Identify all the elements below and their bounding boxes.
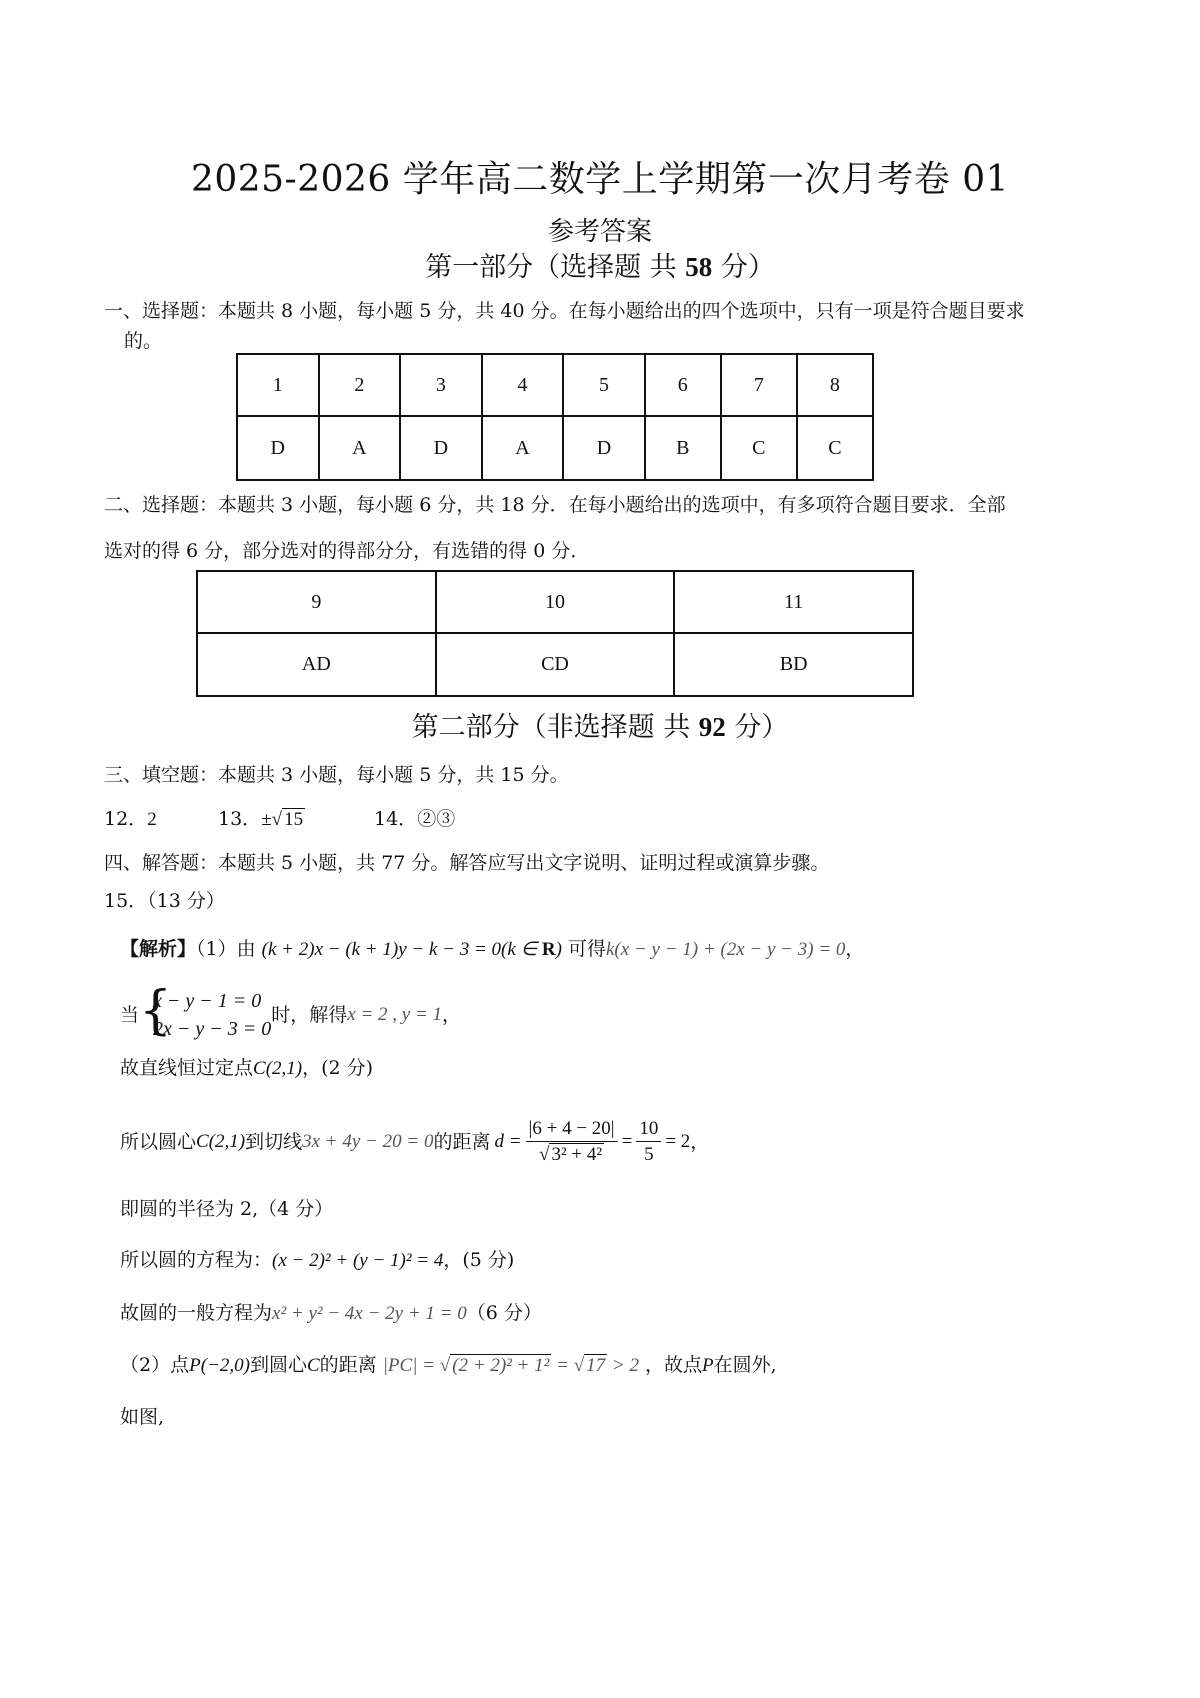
outside-text-2: 在圆外, bbox=[713, 1354, 777, 1376]
solve-text: 时，解得 bbox=[271, 1004, 348, 1026]
solution-line-5: 即圆的半径为 2,（4 分） bbox=[120, 1198, 334, 1220]
q12-value: 2 bbox=[147, 809, 157, 830]
circle-equation: (x − 2)² + (y − 1)² = 4 bbox=[272, 1250, 444, 1271]
distance-text-2: 到切线 bbox=[245, 1131, 303, 1153]
fraction-denominator: 5 bbox=[644, 1143, 654, 1165]
part1-suffix: 分） bbox=[712, 252, 775, 283]
table-cell: A bbox=[319, 416, 401, 480]
solution-values: x = 2 , y = 1 bbox=[347, 1004, 443, 1025]
fraction-numerator: |6 + 4 − 20| bbox=[526, 1117, 618, 1142]
table-cell: C bbox=[797, 416, 873, 480]
solution-line-3 bbox=[120, 1055, 373, 1082]
table-cell: 7 bbox=[721, 354, 797, 416]
real-set-symbol: R bbox=[541, 939, 556, 960]
table-cell: D bbox=[237, 416, 319, 480]
part1-label: （1）由 bbox=[196, 938, 256, 960]
circle-equation-text: 所以圆的方程为： bbox=[120, 1249, 273, 1271]
fraction-numerator: 10 bbox=[636, 1117, 661, 1142]
section4-intro: 四、解答题：本题共 5 小题，共 77 分。解答应写出文字说明、证明过程或演算步骤。 bbox=[104, 852, 830, 874]
solution-line-1 bbox=[120, 936, 864, 963]
table-cell: 10 bbox=[436, 571, 675, 633]
fixed-point-score: ，(2 分) bbox=[302, 1057, 374, 1079]
section1-answer-row bbox=[237, 416, 873, 480]
table-cell: BD bbox=[674, 633, 913, 696]
center-c: C bbox=[306, 1355, 320, 1376]
circle-center: C(2,1) bbox=[196, 1131, 246, 1152]
comma: ， bbox=[442, 1004, 462, 1026]
pc-text-2: 的距离 bbox=[319, 1354, 377, 1376]
section2-answer-table bbox=[196, 570, 914, 697]
table-cell: A bbox=[482, 416, 564, 480]
solution-line-9: 如图, bbox=[120, 1406, 165, 1428]
table-cell: 11 bbox=[674, 571, 913, 633]
system-equation-1: x − y − 1 = 0 bbox=[153, 990, 262, 1012]
pc-text: 到圆心 bbox=[249, 1354, 307, 1376]
table-cell: D bbox=[400, 416, 482, 480]
section3-intro: 三、填空题：本题共 3 小题，每小题 5 分，共 15 分。 bbox=[104, 764, 569, 786]
part2-prefix: 第二部分（非选择题 共 bbox=[411, 712, 699, 743]
part2-score: 92 bbox=[698, 712, 726, 742]
q14-label: 14． bbox=[374, 808, 418, 830]
fraction-denominator: √ 3² + 4² bbox=[539, 1143, 603, 1165]
comma: ， bbox=[690, 1131, 710, 1153]
equation-system bbox=[139, 981, 272, 1043]
distance-result: = 2 bbox=[665, 1131, 691, 1152]
q13-pm: ± bbox=[261, 809, 272, 830]
table-cell: 5 bbox=[563, 354, 645, 416]
fixed-point-text: 故直线恒过定点 bbox=[120, 1057, 254, 1079]
pc-distance-expression: |PC| = √ (2 + 2)² + 1² = √ 17 > 2 bbox=[382, 1355, 639, 1376]
q14-value: ②③ bbox=[417, 808, 456, 830]
table-cell: 4 bbox=[482, 354, 564, 416]
solution-line-8 bbox=[120, 1352, 777, 1379]
table-cell: 6 bbox=[645, 354, 721, 416]
simplified-fraction bbox=[636, 1117, 661, 1168]
table-cell: CD bbox=[436, 633, 675, 696]
table-cell: B bbox=[645, 416, 721, 480]
when-text: 当 bbox=[120, 1004, 140, 1026]
section2-intro-line2: 选对的得 6 分，部分选对的得部分分，有选错的得 0 分． bbox=[104, 540, 590, 562]
table-cell: C bbox=[721, 416, 797, 480]
table-cell: D bbox=[563, 416, 645, 480]
decomposed-equation: k(x − y − 1) + (2x − y − 3) = 0 bbox=[606, 939, 846, 960]
system-equation-2: 2x − y − 3 = 0 bbox=[153, 1018, 272, 1040]
table-cell: 2 bbox=[319, 354, 401, 416]
distance-text-1: 所以圆心 bbox=[120, 1131, 197, 1153]
outside-text: ，故点 bbox=[645, 1354, 703, 1376]
fixed-point: C(2,1) bbox=[253, 1058, 303, 1079]
q13-label: 13． bbox=[218, 808, 262, 830]
distance-text-3: 的距离 bbox=[433, 1131, 491, 1153]
solution-line-2 bbox=[120, 981, 462, 1046]
left-brace: { bbox=[139, 981, 173, 1041]
q13-answer bbox=[218, 806, 305, 833]
can-get-text: 可得 bbox=[567, 938, 606, 960]
circle-equation-score: ，(5 分) bbox=[443, 1249, 515, 1271]
table-cell: 1 bbox=[237, 354, 319, 416]
general-form-score: （6 分） bbox=[466, 1302, 542, 1324]
exam-subtitle: 参考答案 bbox=[547, 217, 652, 247]
table-cell: 9 bbox=[197, 571, 436, 633]
section1-intro: 一、选择题：本题共 8 小题，每小题 5 分，共 40 分。在每小题给出的四个选项中，只有一项是符合题目要求的。 bbox=[104, 300, 1025, 352]
comma: ， bbox=[845, 938, 865, 960]
part1-prefix: 第一部分（选择题 共 bbox=[425, 252, 686, 283]
analysis-tag: 【解析】 bbox=[120, 938, 197, 960]
solution-line-7 bbox=[120, 1300, 542, 1327]
solution-line-4 bbox=[120, 1112, 709, 1172]
general-form-text: 故圆的一般方程为 bbox=[120, 1302, 273, 1324]
section2-answer-row bbox=[197, 633, 913, 696]
section2-intro-line1: 二、选择题：本题共 3 小题，每小题 6 分，共 18 分．在每小题给出的选项中，有多项符合题目要求．全部 bbox=[104, 494, 1006, 516]
d-label: d = bbox=[494, 1131, 522, 1152]
part2-label: （2）点 bbox=[120, 1354, 190, 1376]
section1-answer-table bbox=[236, 353, 874, 481]
sqrt-symbol: √ bbox=[271, 809, 283, 830]
section2-number-row bbox=[197, 571, 913, 633]
part1-heading bbox=[0, 250, 1200, 285]
q13-radicand: 15 bbox=[284, 809, 304, 830]
exam-title: 2025-2026 学年高二数学上学期第一次月考卷 01 bbox=[190, 159, 1010, 200]
table-cell: 3 bbox=[400, 354, 482, 416]
part2-heading bbox=[0, 710, 1200, 745]
table-cell: 8 bbox=[797, 354, 873, 416]
q12-answer bbox=[104, 806, 157, 833]
solution-line-6 bbox=[120, 1247, 514, 1274]
q14-answer bbox=[374, 806, 455, 832]
distance-fraction bbox=[526, 1117, 618, 1168]
part2-suffix: 分） bbox=[725, 712, 789, 743]
general-equation: x² + y² − 4x − 2y + 1 = 0 bbox=[272, 1303, 467, 1324]
point-p-ref: P bbox=[702, 1355, 714, 1376]
point-p: P(−2,0) bbox=[189, 1355, 250, 1376]
line-equation: (k + 2)x − (k + 1)y − k − 3 = 0(k ∈ R) bbox=[261, 939, 562, 960]
section1-number-row bbox=[237, 354, 873, 416]
part1-score: 58 bbox=[685, 252, 713, 282]
q12-label: 12． bbox=[104, 808, 148, 830]
equals-sign: = bbox=[621, 1131, 633, 1152]
q15-header: 15．（13 分） bbox=[104, 890, 225, 912]
table-cell: AD bbox=[197, 633, 436, 696]
tangent-line-equation: 3x + 4y − 20 = 0 bbox=[302, 1131, 434, 1152]
